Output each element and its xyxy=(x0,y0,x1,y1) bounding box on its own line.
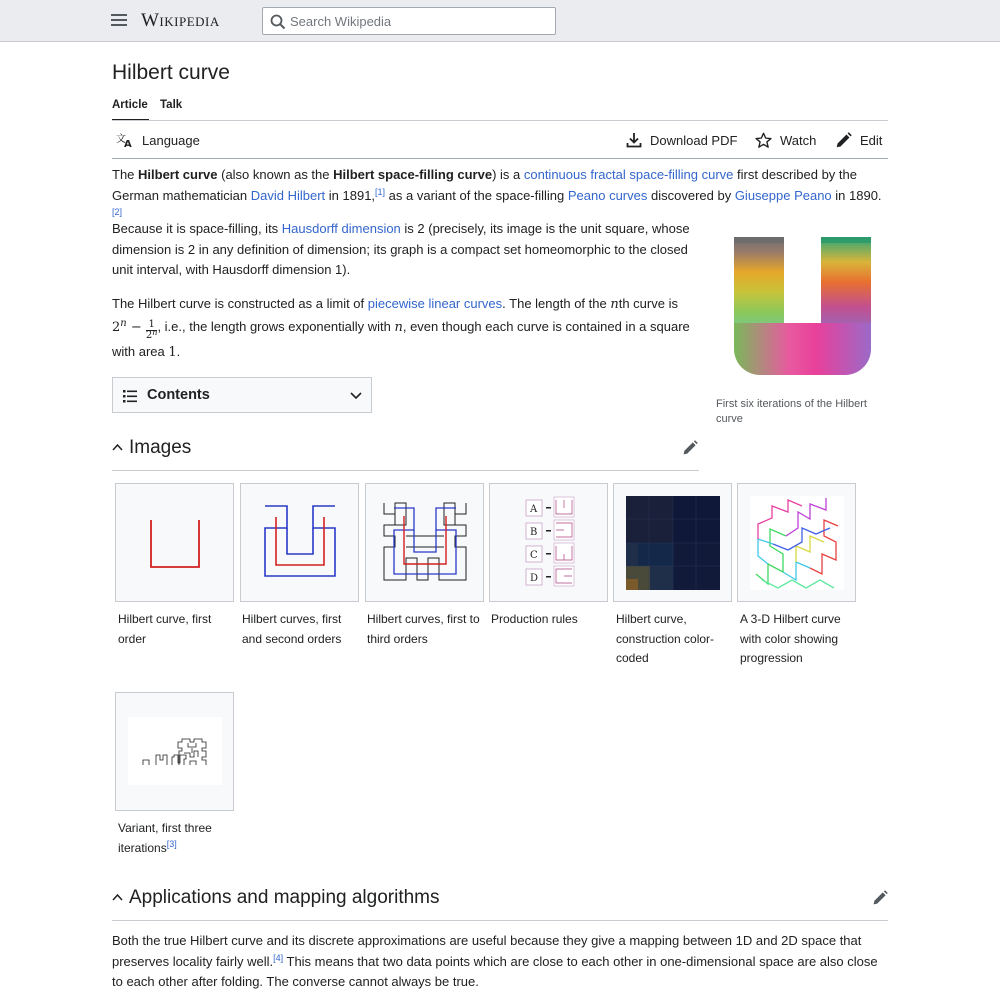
link-space-filling-curve[interactable]: continuous fractal space-filling curve xyxy=(523,167,734,182)
hilbert-second-order-image xyxy=(241,484,359,602)
link-peano-curves[interactable]: Peano curves xyxy=(567,187,648,203)
language-icon xyxy=(116,132,134,148)
gallery-caption: Variant, first three iterations[3] xyxy=(118,821,212,855)
edit-section-pencil-icon[interactable] xyxy=(872,890,888,906)
watch-button[interactable] xyxy=(755,131,816,149)
image-caption: First six iterations of the Hilbert curve xyxy=(716,398,867,425)
gallery-caption: Hilbert curves, first and second orders xyxy=(242,612,342,646)
hilbert-3d-image xyxy=(738,484,856,602)
intro-paragraph-2: Because it is space-filling, its Hausdorff dimension is 2 (precisely, its image is the unit square, whose dimension is 2 in any definition of dimension; its graph is a compact set homeomorphic to the closed unit interval, with Hausdorff dimension 1). xyxy=(112,221,690,277)
section-divider xyxy=(112,470,699,471)
pencil-icon xyxy=(835,132,852,149)
section-heading-applications[interactable]: Applications and mapping algorithms xyxy=(112,887,440,909)
contents-toggle[interactable] xyxy=(112,377,372,413)
applications-paragraph-1: Both the true Hilbert curve and its discrete approximations are useful because they give a mapping between 1D and 2D space that preserves locality fairly well.[4] This means that two data points which are close to each other in one-dimensional space are also close to each other after folding. The converse cannot always be true. xyxy=(112,933,878,989)
gallery-caption: Hilbert curve, first order xyxy=(118,612,212,646)
intro-paragraph-1: The Hilbert curve (also known as the Hilbert space-filling curve) is a continuous fractal space-filling curve first described by the German mathematician David Hilbert in 1891,[1] as a variant of the space-filling Peano curves discovered by Giuseppe Peano in 1890.[2] xyxy=(112,167,882,217)
gallery-image-production-rules[interactable] xyxy=(489,483,608,602)
link-david-hilbert[interactable]: David Hilbert xyxy=(250,187,326,203)
rule-letter-a: A xyxy=(530,504,538,515)
hilbert-variant-image xyxy=(116,693,234,811)
tab-talk[interactable]: Talk xyxy=(160,99,183,111)
gallery-image-variant[interactable] xyxy=(115,692,234,811)
section-heading-images[interactable]: Images xyxy=(112,437,191,459)
tab-article[interactable]: Article xyxy=(112,99,148,111)
star-icon xyxy=(755,132,772,149)
wikipedia-wordmark[interactable]: Wikipedia xyxy=(141,10,220,31)
search-box[interactable] xyxy=(262,7,556,35)
edit-section-pencil-icon[interactable] xyxy=(682,440,698,456)
gallery-caption: Hilbert curves, first to third orders xyxy=(367,612,480,646)
bold-term: Hilbert space-filling curve xyxy=(333,167,493,182)
tabs-divider xyxy=(112,120,888,121)
svg-text:A: A xyxy=(124,139,132,148)
download-pdf-button[interactable] xyxy=(626,131,737,149)
hilbert-iterations-image[interactable] xyxy=(734,237,871,375)
language-label: Language xyxy=(142,132,200,148)
language-button[interactable] xyxy=(116,131,200,149)
gallery-caption: Production rules xyxy=(491,612,578,626)
download-icon xyxy=(626,132,642,148)
gallery-image-third-order[interactable] xyxy=(365,483,484,602)
reference-link[interactable]: [4] xyxy=(273,952,284,963)
chevron-down-icon xyxy=(350,392,362,400)
hilbert-first-order-image xyxy=(116,484,234,602)
search-input[interactable] xyxy=(290,11,550,31)
gallery-image-color-coded[interactable] xyxy=(613,483,732,602)
link-hausdorff-dimension[interactable]: Hausdorff dimension xyxy=(281,221,401,236)
rule-letter-b: B xyxy=(530,527,538,538)
link-giuseppe-peano[interactable]: Giuseppe Peano xyxy=(734,187,832,203)
gallery-caption: Hilbert curve, construction color-coded xyxy=(616,612,715,665)
chevron-up-icon xyxy=(112,443,123,451)
intro-paragraph-3: The Hilbert curve is constructed as a limit of piecewise linear curves. The length of the nth curve is $2^n$ − $\frac{1}{2^n}$ , i.e., the length grows exponentially with n, even though each curve is contained in a square with area 1. xyxy=(112,296,690,360)
page-title: Hilbert curve xyxy=(112,61,230,84)
formula-length: $2^n$ − $\frac{1}{2^n}$ xyxy=(112,318,158,341)
search-icon xyxy=(270,14,286,30)
edit-button[interactable] xyxy=(835,131,882,149)
reference-link[interactable]: [1] xyxy=(375,186,386,197)
main-menu-icon[interactable] xyxy=(111,13,127,27)
gallery-image-first-order[interactable] xyxy=(115,483,234,602)
contents-label: Contents xyxy=(147,387,210,403)
reference-link[interactable]: [2] xyxy=(112,207,123,217)
section-divider xyxy=(112,920,888,921)
bold-term: Hilbert curve xyxy=(138,167,218,182)
site-header xyxy=(0,0,1000,42)
reference-link[interactable]: [3] xyxy=(166,838,177,849)
chevron-up-icon xyxy=(112,893,123,901)
hilbert-third-order-image xyxy=(366,484,484,602)
hilbert-color-coded-image xyxy=(614,484,732,602)
toolbar-divider xyxy=(112,158,888,159)
rule-letter-d: D xyxy=(530,573,539,584)
svg-text:文: 文 xyxy=(116,134,126,145)
list-icon xyxy=(123,389,137,403)
edit-label: Edit xyxy=(860,132,883,148)
gallery-caption: A 3-D Hilbert curve with color showing progression xyxy=(740,612,841,665)
link-piecewise-linear-curves[interactable]: piecewise linear curves xyxy=(367,296,503,311)
production-rules-image xyxy=(490,484,608,602)
gallery-image-3d-curve[interactable] xyxy=(737,483,856,602)
gallery-image-second-order[interactable] xyxy=(240,483,359,602)
download-pdf-label: Download PDF xyxy=(650,132,738,148)
rule-letter-c: C xyxy=(530,550,538,561)
watch-label: Watch xyxy=(780,132,817,148)
